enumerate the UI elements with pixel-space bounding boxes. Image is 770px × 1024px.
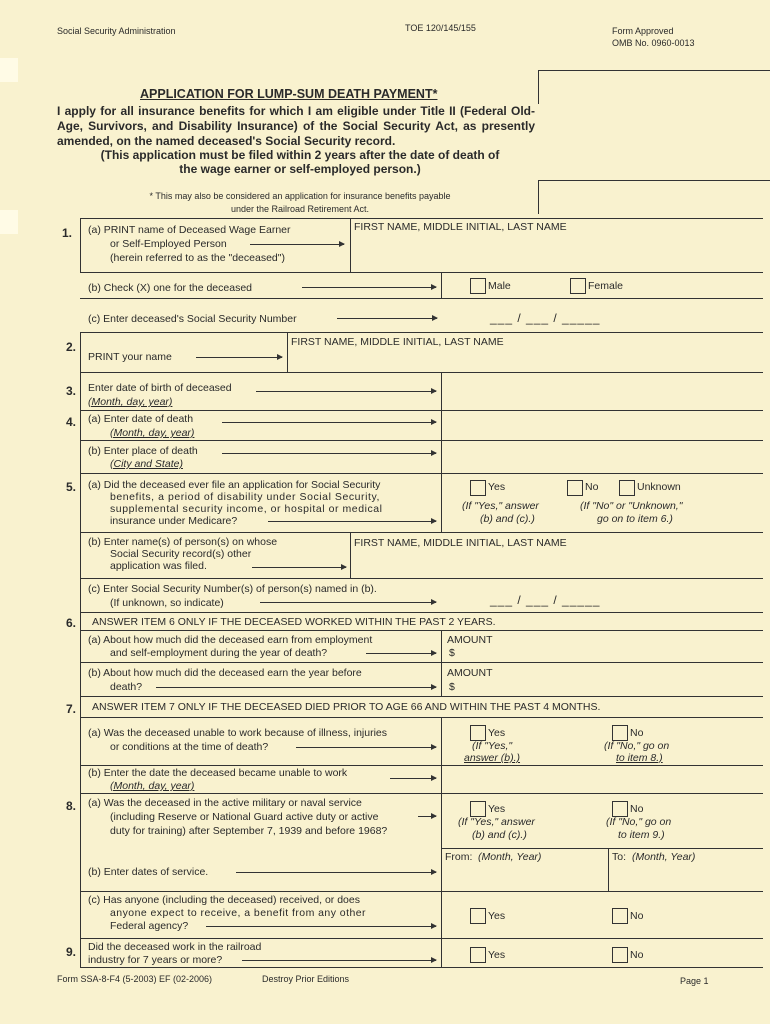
item1a-label: (herein referred to as the "deceased") xyxy=(110,252,285,264)
item5b-label: application was filed. xyxy=(110,560,207,572)
other-record-name-field[interactable] xyxy=(352,550,762,576)
unknown-label: Unknown xyxy=(637,481,681,493)
form-title: APPLICATION FOR LUMP-SUM DEATH PAYMENT* xyxy=(140,87,438,101)
item5-no-checkbox[interactable] xyxy=(567,480,583,496)
rule xyxy=(80,662,763,663)
no-instruction: (If "No," go on xyxy=(606,816,672,828)
item5a-label: insurance under Medicare? xyxy=(110,515,238,527)
name-field-header: FIRST NAME, MIDDLE INITIAL, LAST NAME xyxy=(291,336,504,348)
item5a-label: benefits, a period of disability under Social Security, xyxy=(110,491,380,503)
item1a-label: (a) PRINT name of Deceased Wage Earner xyxy=(88,224,291,236)
arrow-icon xyxy=(296,747,436,748)
no-label: No xyxy=(630,803,644,815)
item3-sublabel: (Month, day, year) xyxy=(88,396,173,408)
item-number: 8. xyxy=(66,799,77,813)
item6a-label: and self-employment during the year of death? xyxy=(110,647,328,659)
item8c-label: Federal agency? xyxy=(110,920,189,932)
office-box-border xyxy=(538,180,539,214)
arrow-icon xyxy=(256,391,436,392)
rule xyxy=(608,848,609,891)
item6b-label: (b) About how much did the deceased earn the year before xyxy=(88,667,362,679)
railroad-note: * This may also be considered an application for insurance benefits payable xyxy=(149,191,451,201)
rule xyxy=(80,440,763,441)
other-ssn-field[interactable]: ___ / ___ / _____ xyxy=(490,593,601,607)
item9-no-checkbox[interactable] xyxy=(612,947,628,963)
item8c-label: (c) Has anyone (including the deceased) received, or does xyxy=(88,894,360,906)
rule xyxy=(441,848,763,849)
destroy-note: Destroy Prior Editions xyxy=(262,974,350,984)
arrow-icon xyxy=(302,287,436,288)
item8-no-checkbox[interactable] xyxy=(612,801,628,817)
item7a-label: (a) Was the deceased unable to work because of illness, injuries xyxy=(88,727,388,739)
yes-instruction: (b) and (c).) xyxy=(480,513,535,525)
arrow-icon xyxy=(222,422,436,423)
form-approved: Form Approved xyxy=(612,26,674,36)
item1a-label: or Self-Employed Person xyxy=(110,238,227,250)
no-instruction: (If "No" or "Unknown," xyxy=(580,500,683,512)
yes-instruction: answer (b).) xyxy=(464,752,521,764)
yes-instruction: (b) and (c).) xyxy=(472,829,527,841)
item8-yes-checkbox[interactable] xyxy=(470,801,486,817)
death-date-field[interactable] xyxy=(443,412,761,438)
rule xyxy=(80,938,763,939)
applicant-name-field[interactable] xyxy=(289,350,761,370)
item-number: 3. xyxy=(66,384,77,398)
item7b-sublabel: (Month, day, year) xyxy=(110,780,195,792)
male-label: Male xyxy=(488,280,511,292)
arrow-icon xyxy=(242,960,436,961)
item-number: 9. xyxy=(66,945,77,959)
item8b-label: (b) Enter dates of service. xyxy=(88,866,209,878)
rule xyxy=(80,473,763,474)
item-number: 6. xyxy=(66,616,77,630)
dollar-sign[interactable]: $ xyxy=(449,647,455,659)
item3-label: Enter date of birth of deceased xyxy=(88,382,232,394)
item7a-label: or conditions at the time of death? xyxy=(110,741,269,753)
to-label: To: xyxy=(612,851,627,863)
rule xyxy=(80,793,763,794)
no-instruction: to item 8.) xyxy=(616,752,663,764)
item5-yes-checkbox[interactable] xyxy=(470,480,486,496)
item9-yes-checkbox[interactable] xyxy=(470,947,486,963)
yes-instruction: (If "Yes," answer xyxy=(458,816,535,828)
arrow-icon xyxy=(206,926,436,927)
item6-heading: ANSWER ITEM 6 ONLY IF THE DECEASED WORKED WITHIN THE PAST 2 YEARS. xyxy=(92,616,496,628)
item4a-label: (a) Enter date of death xyxy=(88,413,194,425)
no-label: No xyxy=(630,727,644,739)
arrow-icon xyxy=(337,318,437,319)
item5a-label: supplemental security income, or hospital or medical xyxy=(110,503,383,515)
arrow-icon xyxy=(366,653,436,654)
female-checkbox[interactable] xyxy=(570,278,586,294)
item9-label: Did the deceased work in the railroad xyxy=(88,941,262,953)
rule xyxy=(80,891,763,892)
item4b-sublabel: (City and State) xyxy=(110,458,183,470)
yes-label: Yes xyxy=(488,481,506,493)
toe-code: TOE 120/145/155 xyxy=(405,23,476,33)
unable-to-work-date-field[interactable] xyxy=(443,767,761,791)
item6a-label: (a) About how much did the deceased earn from employment xyxy=(88,634,373,646)
omb-number: OMB No. 0960-0013 xyxy=(612,38,695,48)
item2-label: PRINT your name xyxy=(88,351,172,363)
item5c-label: (c) Enter Social Security Number(s) of person(s) named in (b). xyxy=(88,583,377,595)
item7-heading: ANSWER ITEM 7 ONLY IF THE DECEASED DIED PRIOR TO AGE 66 AND WITHIN THE PAST 4 MONTHS. xyxy=(92,701,601,713)
female-label: Female xyxy=(588,280,624,292)
item-number: 2. xyxy=(66,340,77,354)
arrow-icon xyxy=(260,602,436,603)
service-from-field[interactable] xyxy=(443,866,606,889)
arrow-icon xyxy=(252,567,346,568)
item4b-label: (b) Enter place of death xyxy=(88,445,198,457)
rule xyxy=(80,332,81,967)
no-label: No xyxy=(630,910,644,922)
office-box-border xyxy=(538,70,539,104)
rule xyxy=(80,717,763,718)
item7b-label: (b) Enter the date the deceased became unable to work xyxy=(88,767,348,779)
filing-deadline-note: (This application must be filed within 2 years after the date of death of the wage earner or self-employed person.) xyxy=(100,148,500,176)
rule xyxy=(80,967,763,968)
item4a-sublabel: (Month, day, year) xyxy=(110,427,195,439)
dollar-sign[interactable]: $ xyxy=(449,681,455,693)
rule xyxy=(80,630,763,631)
rule xyxy=(80,218,763,219)
rule xyxy=(80,612,763,613)
rule xyxy=(80,298,763,299)
male-checkbox[interactable] xyxy=(470,278,486,294)
arrow-icon xyxy=(196,357,282,358)
item5c-label: (If unknown, so indicate) xyxy=(110,597,224,609)
from-label: From: xyxy=(445,851,473,863)
rule xyxy=(80,765,763,766)
item8a-label: duty for training) after September 7, 1939 and before 1968? xyxy=(110,825,388,837)
arrow-icon xyxy=(418,816,436,817)
railroad-note: under the Railroad Retirement Act. xyxy=(230,204,370,214)
page-number: Page 1 xyxy=(680,976,709,986)
rule xyxy=(350,532,351,578)
item7-no-checkbox[interactable] xyxy=(612,725,628,741)
arrow-icon xyxy=(156,687,436,688)
office-box-border xyxy=(538,180,770,181)
rule xyxy=(441,272,442,298)
item8c-label: anyone expect to receive, a benefit from any other xyxy=(110,907,366,919)
item5b-label: (b) Enter name(s) of person(s) on whose xyxy=(88,536,278,548)
item5b-label: Social Security record(s) other xyxy=(110,548,252,560)
item-number: 7. xyxy=(66,702,77,716)
rule xyxy=(80,578,763,579)
agency-name: Social Security Administration xyxy=(57,26,176,36)
item6b-label: death? xyxy=(110,681,143,693)
arrow-icon xyxy=(390,778,436,779)
item5a-label: (a) Did the deceased ever file an application for Social Security xyxy=(88,479,381,491)
name-field-header: FIRST NAME, MIDDLE INITIAL, LAST NAME xyxy=(354,537,567,549)
item-number: 5. xyxy=(66,480,77,494)
rule xyxy=(441,630,442,696)
arrow-icon xyxy=(222,453,436,454)
rule xyxy=(80,372,763,373)
arrow-icon xyxy=(268,521,436,522)
rule xyxy=(80,410,763,411)
to-format: (Month, Year) xyxy=(632,851,696,863)
margin-tab xyxy=(0,210,18,234)
form-number: Form SSA-8-F4 (5-2003) EF (02-2006) xyxy=(57,974,213,984)
item8c-no-checkbox[interactable] xyxy=(612,908,628,924)
rule xyxy=(80,332,763,333)
yes-label: Yes xyxy=(488,910,506,922)
margin-tab xyxy=(0,58,18,82)
item8a-label: (including Reserve or National Guard active duty or active xyxy=(110,811,379,823)
rule xyxy=(350,218,351,273)
item-number: 4. xyxy=(66,415,77,429)
rule xyxy=(287,332,288,372)
death-place-field[interactable] xyxy=(443,442,761,471)
arrow-icon xyxy=(236,872,436,873)
rule xyxy=(80,218,81,273)
yes-instruction: (If "Yes," xyxy=(472,740,513,752)
item-number: 1. xyxy=(62,226,73,240)
name-field-header: FIRST NAME, MIDDLE INITIAL, LAST NAME xyxy=(354,221,567,233)
arrow-icon xyxy=(250,244,344,245)
deceased-name-field[interactable] xyxy=(352,236,762,270)
rule xyxy=(441,717,442,967)
no-instruction: to item 9.) xyxy=(618,829,665,841)
no-instruction: go on to item 6.) xyxy=(597,513,673,525)
rule xyxy=(441,372,442,532)
office-box-border xyxy=(538,70,770,71)
item9-label: industry for 7 years or more? xyxy=(88,954,223,966)
service-to-field[interactable] xyxy=(610,866,761,889)
rule xyxy=(80,696,763,697)
item5-unknown-checkbox[interactable] xyxy=(619,480,635,496)
rule xyxy=(80,532,763,533)
no-label: No xyxy=(585,481,599,493)
amount-label: AMOUNT xyxy=(447,634,493,646)
rule xyxy=(80,272,763,273)
amount-label: AMOUNT xyxy=(447,667,493,679)
item1c-label: (c) Enter deceased's Social Security Number xyxy=(88,313,297,325)
yes-label: Yes xyxy=(488,727,506,739)
yes-instruction: (If "Yes," answer xyxy=(462,500,539,512)
yes-label: Yes xyxy=(488,803,506,815)
item8a-label: (a) Was the deceased in the active military or naval service xyxy=(88,797,362,809)
no-label: No xyxy=(630,949,644,961)
yes-label: Yes xyxy=(488,949,506,961)
item8c-yes-checkbox[interactable] xyxy=(470,908,486,924)
birth-date-field[interactable] xyxy=(443,374,761,408)
item1b-label: (b) Check (X) one for the deceased xyxy=(88,282,253,294)
deceased-ssn-field[interactable]: ___ / ___ / _____ xyxy=(490,311,601,325)
intro-statement: I apply for all insurance benefits for which I am eligible under Title II (Federal Old-Age, Survivors, and Disability Insurance) of the Social Security Act, as presently amended, on the named deceased's Social Security record. xyxy=(57,104,535,148)
item7-yes-checkbox[interactable] xyxy=(470,725,486,741)
no-instruction: (If "No," go on xyxy=(604,740,670,752)
from-format: (Month, Year) xyxy=(478,851,542,863)
